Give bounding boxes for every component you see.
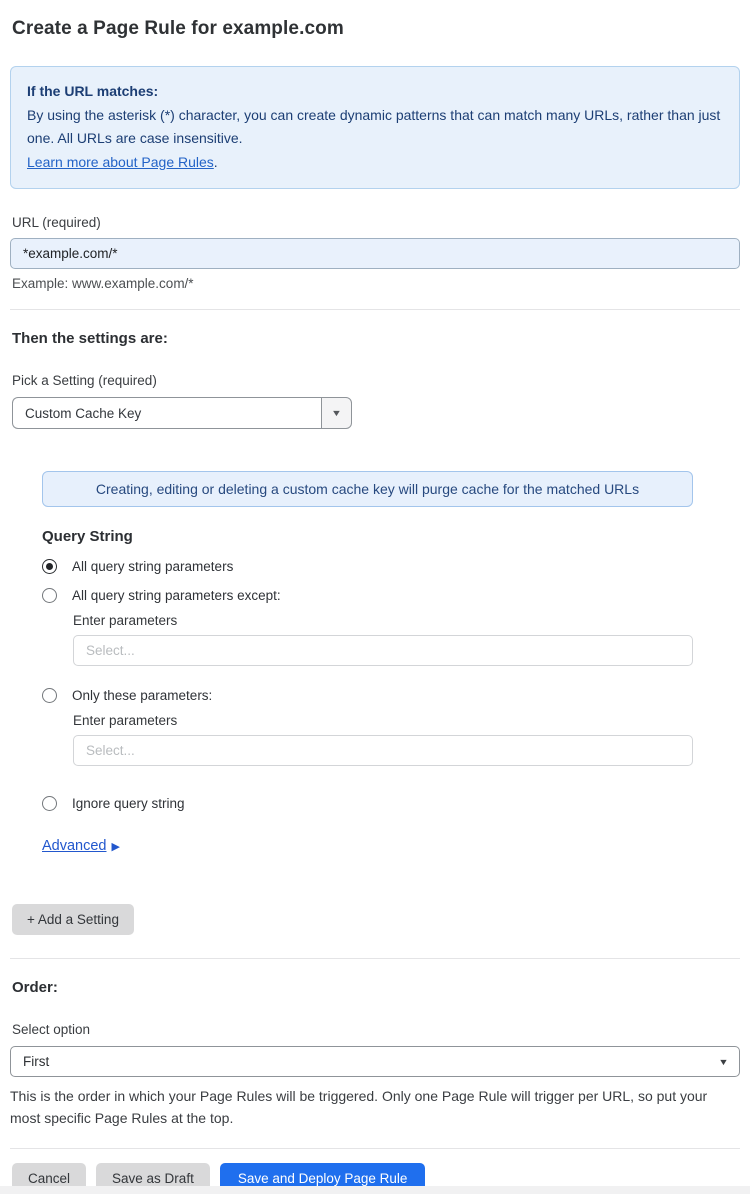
add-setting-button[interactable]: + Add a Setting xyxy=(12,904,134,935)
setting-picker[interactable] xyxy=(12,397,352,429)
info-box-link-row xyxy=(27,151,723,175)
page-bottom-strip xyxy=(0,1186,750,1194)
chevron-down-icon: ▼ xyxy=(718,1056,729,1067)
except-params-field xyxy=(73,613,740,666)
url-field-example: Example: www.example.com/* xyxy=(12,276,194,292)
enter-parameters-label: Enter parameters xyxy=(73,613,178,629)
only-params-input[interactable] xyxy=(73,735,693,766)
query-string-heading: Query String xyxy=(42,528,133,546)
purge-cache-notice: Creating, editing or deleting a custom cache key will purge cache for the matched URLs xyxy=(42,471,693,507)
order-select-label: Select option xyxy=(12,1022,91,1038)
radio-label: Ignore query string xyxy=(72,796,185,812)
section-divider xyxy=(10,309,740,310)
cancel-button[interactable]: Cancel xyxy=(12,1163,86,1194)
radio-label: All query string parameters except: xyxy=(72,588,281,604)
custom-cache-key-panel xyxy=(42,471,740,854)
order-help-text: This is the order in which your Page Rules will be triggered. Only one Page Rule will trigger per URL, so put your most specific Page Rules at the top. xyxy=(10,1088,708,1127)
footer-divider xyxy=(10,1148,740,1149)
learn-more-link[interactable]: Learn more about Page Rules xyxy=(27,153,214,170)
order-select-value: First xyxy=(23,1054,50,1070)
url-field-label: URL (required) xyxy=(12,215,101,231)
radio-button-icon[interactable] xyxy=(42,559,57,574)
except-params-input[interactable] xyxy=(73,635,693,666)
radio-label: All query string parameters xyxy=(72,559,234,575)
radio-all-query-params[interactable] xyxy=(42,559,740,574)
advanced-toggle-link[interactable] xyxy=(42,838,120,854)
save-and-deploy-button[interactable]: Save and Deploy Page Rule xyxy=(220,1163,426,1194)
radio-label: Only these parameters: xyxy=(72,688,213,704)
url-match-info-box xyxy=(10,66,740,189)
page-title: Create a Page Rule for example.com xyxy=(12,18,344,39)
chevron-down-icon: ▼ xyxy=(330,408,343,419)
order-heading: Order: xyxy=(12,979,58,997)
pick-setting-label: Pick a Setting (required) xyxy=(12,373,157,389)
order-divider xyxy=(10,958,740,959)
radio-button-icon[interactable] xyxy=(42,688,57,703)
save-as-draft-button[interactable]: Save as Draft xyxy=(96,1163,210,1194)
radio-all-params-except[interactable] xyxy=(42,588,740,603)
only-params-field xyxy=(73,713,740,766)
radio-button-icon[interactable] xyxy=(42,796,57,811)
radio-ignore-query-string[interactable] xyxy=(42,796,740,811)
info-box-heading: If the URL matches: xyxy=(27,83,159,99)
url-input[interactable] xyxy=(10,238,740,269)
setting-picker-value[interactable]: Custom Cache Key xyxy=(12,397,321,429)
enter-parameters-label: Enter parameters xyxy=(73,713,178,729)
radio-button-icon[interactable] xyxy=(42,588,57,603)
link-suffix: . xyxy=(213,153,218,170)
advanced-link-label: Advanced xyxy=(42,838,107,855)
chevron-right-icon: ▶ xyxy=(111,840,120,853)
info-box-body: By using the asterisk (*) character, you can create dynamic patterns that can match many URLs, rather than just one. All URLs are case insensitive. xyxy=(27,106,721,147)
order-select[interactable] xyxy=(10,1046,740,1077)
setting-picker-dropdown-button[interactable] xyxy=(321,397,352,429)
settings-heading: Then the settings are: xyxy=(12,330,168,348)
radio-only-these-params[interactable] xyxy=(42,688,740,703)
